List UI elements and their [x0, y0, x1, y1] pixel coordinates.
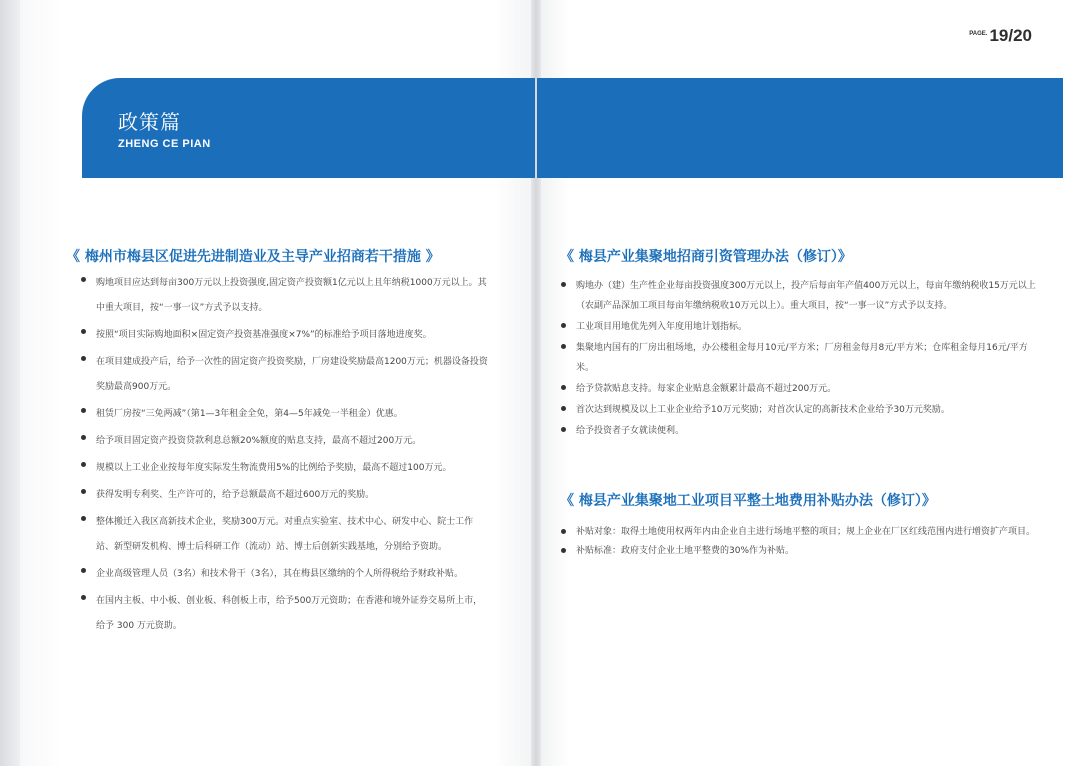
- list-item: [560, 379, 1038, 399]
- list-item: [80, 350, 490, 400]
- page-number-label: PAGE.: [969, 31, 988, 37]
- bullet-icon: [561, 323, 566, 328]
- right-section-2-heading: 《 梅县产业集聚地工业项目平整土地费用补贴办法（修订）》: [560, 493, 936, 509]
- page-edge-shadow: [0, 0, 20, 766]
- list-item: [80, 589, 490, 639]
- right-section-2-list: [560, 523, 1038, 561]
- list-item-text: 补贴标准：政府支付企业土地平整费的30%作为补贴。: [576, 546, 795, 556]
- page-number: [969, 26, 1032, 46]
- bullet-icon: [81, 516, 86, 521]
- list-item: [560, 421, 1038, 441]
- list-item: [560, 276, 1038, 316]
- list-item-text: 企业高级管理人员（3名）和技术骨干（3名），其在梅县区缴纳的个人所得税给予财政补贴。: [96, 569, 463, 579]
- list-item-text: 给予投资者子女就读便利。: [576, 426, 685, 436]
- list-item-text: 在国内主板、中小板、创业板、科创板上市，给予500万元资助；在香港和境外证券交易所上市，给予 300 万元资助。: [96, 596, 483, 631]
- list-item: [80, 483, 490, 508]
- bullet-icon: [561, 406, 566, 411]
- header-banner-right: [537, 78, 1063, 178]
- bullet-icon: [561, 282, 566, 287]
- list-item-text: 整体搬迁入我区高新技术企业，奖励300万元。对重点实验室、技术中心、研发中心、院士工作站、新型研发机构、博士后科研工作（流动）站、博士后创新实践基地，分别给予资助。: [96, 517, 474, 552]
- list-item-text: 规模以上工业企业按每年度实际发生物流费用5%的比例给予奖励，最高不超过100万元。: [96, 463, 452, 473]
- right-section-1-heading: 《 梅县产业集聚地招商引资管理办法（修订）》: [560, 249, 852, 265]
- list-item: [80, 510, 490, 560]
- bullet-icon: [81, 568, 86, 573]
- left-section-heading: 《 梅州市梅县区促进先进制造业及主导产业招商若干措施 》: [66, 249, 440, 265]
- list-item-text: 购地项目应达到每亩300万元以上投资强度,固定资产投资额1亿元以上且年纳税1000万元以上。其中重大项目，按“一事一议”方式予以支持。: [96, 278, 487, 313]
- list-item: [560, 338, 1038, 378]
- list-item-text: 给予贷款贴息支持。每家企业贴息金额累计最高不超过200万元。: [576, 384, 837, 394]
- list-item-text: 获得发明专利奖、生产许可的，给予总额最高不超过600万元的奖励。: [96, 490, 375, 500]
- bullet-icon: [561, 344, 566, 349]
- bullet-icon: [81, 277, 86, 282]
- right-section-1-list: [560, 276, 1038, 442]
- bullet-icon: [561, 548, 566, 553]
- bullet-icon: [81, 408, 86, 413]
- banner-title: 政策篇: [118, 110, 181, 134]
- list-item-text: 租赁厂房按“三免两减”（第1—3年租金全免，第4—5年减免一半租金）优惠。: [96, 409, 403, 419]
- left-section-list: [80, 271, 490, 641]
- list-item-text: 补贴对象：取得土地使用权两年内由企业自主进行场地平整的项目；规上企业在厂区红线范围内进行增资扩产项目。: [576, 527, 1036, 537]
- bullet-icon: [561, 427, 566, 432]
- bullet-icon: [81, 329, 86, 334]
- bullet-icon: [81, 462, 86, 467]
- bullet-icon: [81, 595, 86, 600]
- list-item: [80, 562, 490, 587]
- list-item-text: 首次达到规模及以上工业企业给予10万元奖励；对首次认定的高新技术企业给予30万元奖励。: [576, 405, 950, 415]
- bullet-icon: [81, 356, 86, 361]
- list-item: [560, 400, 1038, 420]
- list-item: [80, 402, 490, 427]
- list-item: [560, 542, 1038, 560]
- list-item: [80, 323, 490, 348]
- list-item: [80, 271, 490, 321]
- bullet-icon: [81, 435, 86, 440]
- list-item-text: 购地办（建）生产性企业每亩投资强度300万元以上，投产后每亩年产值400万元以上，每亩年缴纳税收15万元以上（农副产品深加工项目每亩年缴纳税收10万元以上）。重大项目，按“一事一议”方式予以支持。: [576, 281, 1036, 311]
- list-item-text: 工业项目用地优先列入年度用地计划指标。: [576, 322, 748, 332]
- bullet-icon: [561, 529, 566, 534]
- list-item: [80, 429, 490, 454]
- list-item-text: 按照“项目实际购地面积×固定资产投资基准强度×7%”的标准给予项目落地进度奖。: [96, 330, 432, 340]
- list-item-text: 在项目建成投产后，给予一次性的固定资产投资奖励，厂房建设奖励最高1200万元；机器设备投资奖励最高900万元。: [96, 357, 488, 392]
- list-item: [80, 456, 490, 481]
- list-item-text: 集聚地内国有的厂房出租场地，办公楼租金每月10元/平方米；厂房租金每月8元/平方米；仓库租金每月16元/平方米。: [576, 343, 1028, 373]
- banner-subtitle: ZHENG CE PIAN: [118, 138, 211, 150]
- bullet-icon: [561, 385, 566, 390]
- list-item-text: 给予项目固定资产投资贷款利息总额20%额度的贴息支持，最高不超过200万元。: [96, 436, 422, 446]
- list-item: [560, 523, 1038, 541]
- list-item: [560, 317, 1038, 337]
- bullet-icon: [81, 489, 86, 494]
- page-number-value: 19/20: [989, 26, 1032, 45]
